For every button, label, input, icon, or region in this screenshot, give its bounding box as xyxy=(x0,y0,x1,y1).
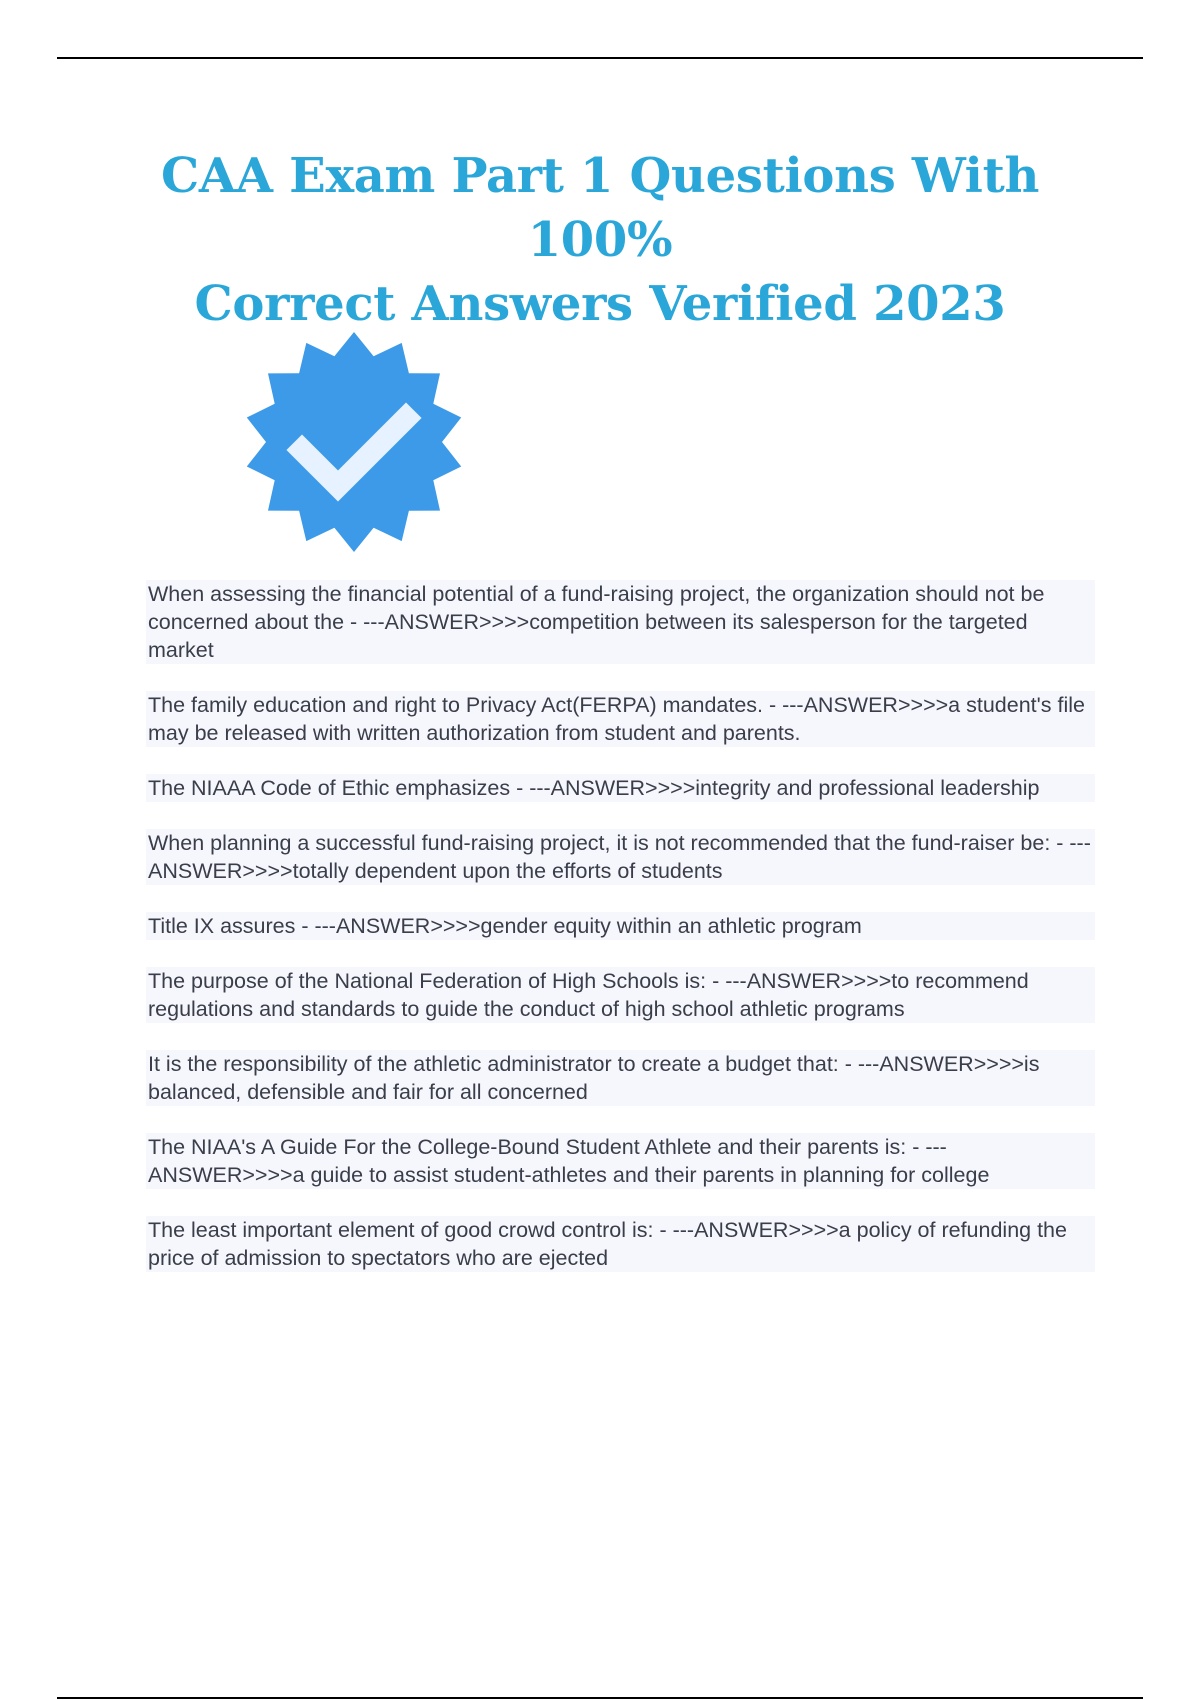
qa-item: The least important element of good crowd control is: - ---ANSWER>>>>a policy of refunding the price of admission to spectators who are ejected xyxy=(146,1216,1095,1272)
badge-star-shape xyxy=(247,332,461,552)
qa-item: When planning a successful fund-raising project, it is not recommended that the fund-raiser be: - ---ANSWER>>>>totally dependent upon the efforts of students xyxy=(146,829,1095,885)
top-rule xyxy=(57,57,1143,59)
verified-badge-icon xyxy=(240,328,468,556)
qa-item: Title IX assures - ---ANSWER>>>>gender equity within an athletic program xyxy=(146,912,1095,940)
qa-item: The NIAA's A Guide For the College-Bound Student Athlete and their parents is: - ---ANSWER>>>>a guide to assist student-athletes and their parents in planning for college xyxy=(146,1133,1095,1189)
title-line-2: Correct Answers Verified 2023 xyxy=(194,276,1006,332)
title-line-1: CAA Exam Part 1 Questions With 100% xyxy=(160,148,1040,268)
qa-item: It is the responsibility of the athletic administrator to create a budget that: - ---ANSWER>>>>is balanced, defensible and fair for all concerned xyxy=(146,1050,1095,1106)
qa-item: The purpose of the National Federation of High Schools is: - ---ANSWER>>>>to recommend regulations and standards to guide the conduct of high school athletic programs xyxy=(146,967,1095,1023)
qa-item: The family education and right to Privacy Act(FERPA) mandates. - ---ANSWER>>>>a student's file may be released with written authorization from student and parents. xyxy=(146,691,1095,747)
qa-item: The NIAAA Code of Ethic emphasizes - ---ANSWER>>>>integrity and professional leadership xyxy=(146,774,1095,802)
bottom-rule xyxy=(57,1697,1143,1699)
qa-list xyxy=(146,580,1106,1299)
qa-item: When assessing the financial potential of a fund-raising project, the organization should not be concerned about the - ---ANSWER>>>>competition between its salesperson for the targeted market xyxy=(146,580,1095,664)
document-title xyxy=(100,144,1100,336)
